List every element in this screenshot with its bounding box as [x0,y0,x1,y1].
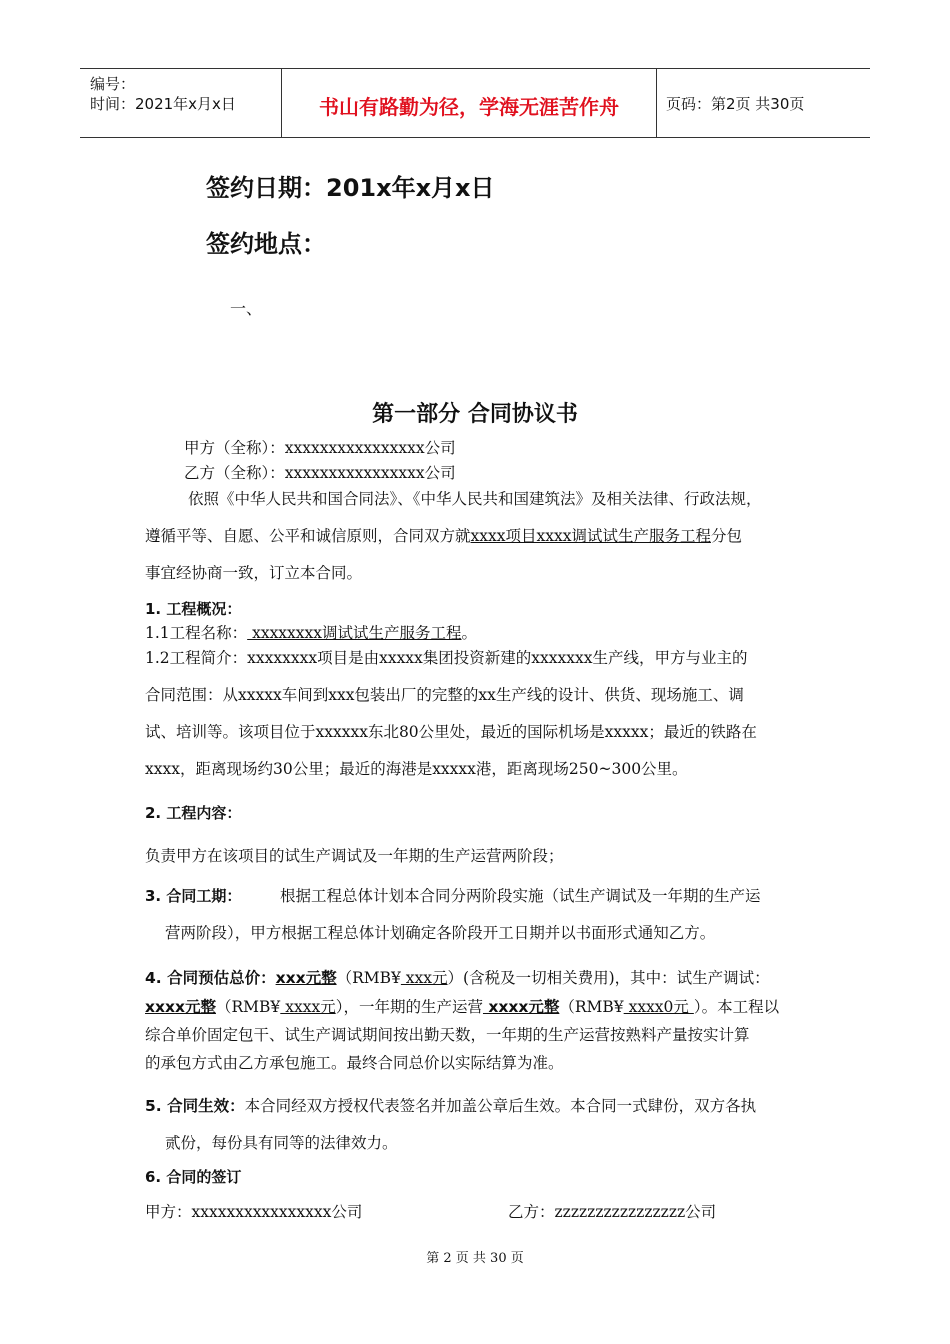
section-3-line-1: 根据工程总体计划本合同分两阶段实施（试生产调试及一年期的生产运 [280,887,761,905]
party-b: 乙方（全称）：xxxxxxxxxxxxxxxx公司 [184,464,456,482]
signature-party-b: 乙方：zzzzzzzzzzzzzzzz公司 [508,1203,717,1221]
header-motto-cell [282,69,657,137]
project-name-underlined: xxxx项目xxxx调试试生产服务工程 [470,527,711,545]
section-5-line-2: 贰份，每份具有同等的法律效力。 [165,1134,398,1152]
section-3-heading: 3. 合同工期： [145,887,242,905]
project-name-label: 1.1工程名称： [145,624,248,642]
price-note: ）(含税及一切相关费用)，其中：试生产调试： [447,969,770,987]
total-price-rmb: xxx元 [400,969,448,987]
section-1-heading: 1. 工程概况： [145,600,242,618]
header-left-cell [80,69,282,137]
section-1-2-line-4: xxxx，距离现场约30公里；最近的海港是xxxxx港，距离现场250~300公里。 [145,760,688,778]
section-6-heading: 6. 合同的签订 [145,1168,242,1186]
intro-line-3: 事宜经协商一致，订立本合同。 [145,564,363,582]
section-4-line-4: 的承包方式由乙方承包施工。最终合同总价以实际结算为准。 [145,1054,564,1072]
signature-party-a: 甲方：xxxxxxxxxxxxxxxx公司 [145,1203,363,1221]
section-4-line-2-end: ）。本工程以 [693,998,780,1016]
page-header [80,68,870,138]
section-3-line-2: 营两阶段），甲方根据工程总体计划确定各阶段开工日期并以书面形式通知乙方。 [165,924,716,942]
project-name-value: xxxxxxxx调试试生产服务工程 [247,624,462,642]
header-page-cell [657,69,870,137]
header-page-number: 页码：第2页 共30页 [666,95,805,113]
section-4-heading: 4. 合同预估总价： [145,969,276,987]
rmb-label: （RMB¥ [216,998,281,1016]
section-1-1 [145,621,477,643]
section-4-line-2 [145,995,779,1017]
operation-price: xxxx元整 [482,998,560,1016]
party-a: 甲方（全称）：xxxxxxxxxxxxxxxx公司 [184,439,456,457]
page-footer: 第 2 页 共 30 页 [426,1251,524,1266]
section-5-line-1 [145,1094,756,1116]
header-number: 编号： [90,75,136,93]
punctuation: 。 [461,624,478,642]
header-motto: 书山有路勤为径，学海无涯苦作舟 [319,95,619,119]
section-4-line-1 [145,966,770,988]
operation-label: ），一年期的生产运营 [335,998,483,1016]
intro-line-1: 依照《中华人民共和国合同法》、《中华人民共和国建筑法》及相关法律、行政法规， [188,490,762,508]
intro-line-2 [145,524,742,546]
item-one: 一、 [230,299,263,318]
intro-text-end: 分包 [710,527,742,545]
section-1-2-line-2: 合同范围：从xxxxx车间到xxx包装出厂的完整的xx生产线的设计、供货、现场施工、调 [145,686,744,704]
operation-price-rmb: xxxx0元 [623,998,694,1016]
section-2-heading: 2. 工程内容： [145,804,242,822]
section-4-line-3: 综合单价固定包干、试生产调试期间按出勤天数，一年期的生产运营按熟料产量按实计算 [145,1026,750,1044]
header-time: 时间：2021年x月x日 [90,95,236,113]
rmb-label: （RMB¥ [559,998,624,1016]
section-5-text: 本合同经双方授权代表签名并加盖公章后生效。本合同一式肆份，双方各执 [244,1097,757,1115]
section-2-body: 负责甲方在该项目的试生产调试及一年期的生产运营两阶段； [145,847,564,865]
section-1-2-line-3: 试、培训等。该项目位于xxxxxx东北80公里处，最近的国际机场是xxxxx；最近的铁路在 [145,723,757,741]
section-5-heading: 5. 合同生效： [145,1097,245,1115]
document-title: 第一部分 合同协议书 [372,402,578,427]
rmb-label: （RMB¥ [336,969,401,987]
commissioning-price: xxxx元整 [145,998,216,1016]
sign-place: 签约地点： [206,230,326,258]
section-1-2-line-1: 1.2工程简介：xxxxxxxx项目是由xxxxx集团投资新建的xxxxxxx生产线，甲方与业主的 [145,649,748,667]
commissioning-price-rmb: xxxx元 [280,998,336,1016]
intro-text: 遵循平等、自愿、公平和诚信原则，合同双方就 [145,527,471,545]
sign-date: 签约日期：201x年x月x日 [206,174,495,202]
total-price: xxx元整 [275,969,337,987]
